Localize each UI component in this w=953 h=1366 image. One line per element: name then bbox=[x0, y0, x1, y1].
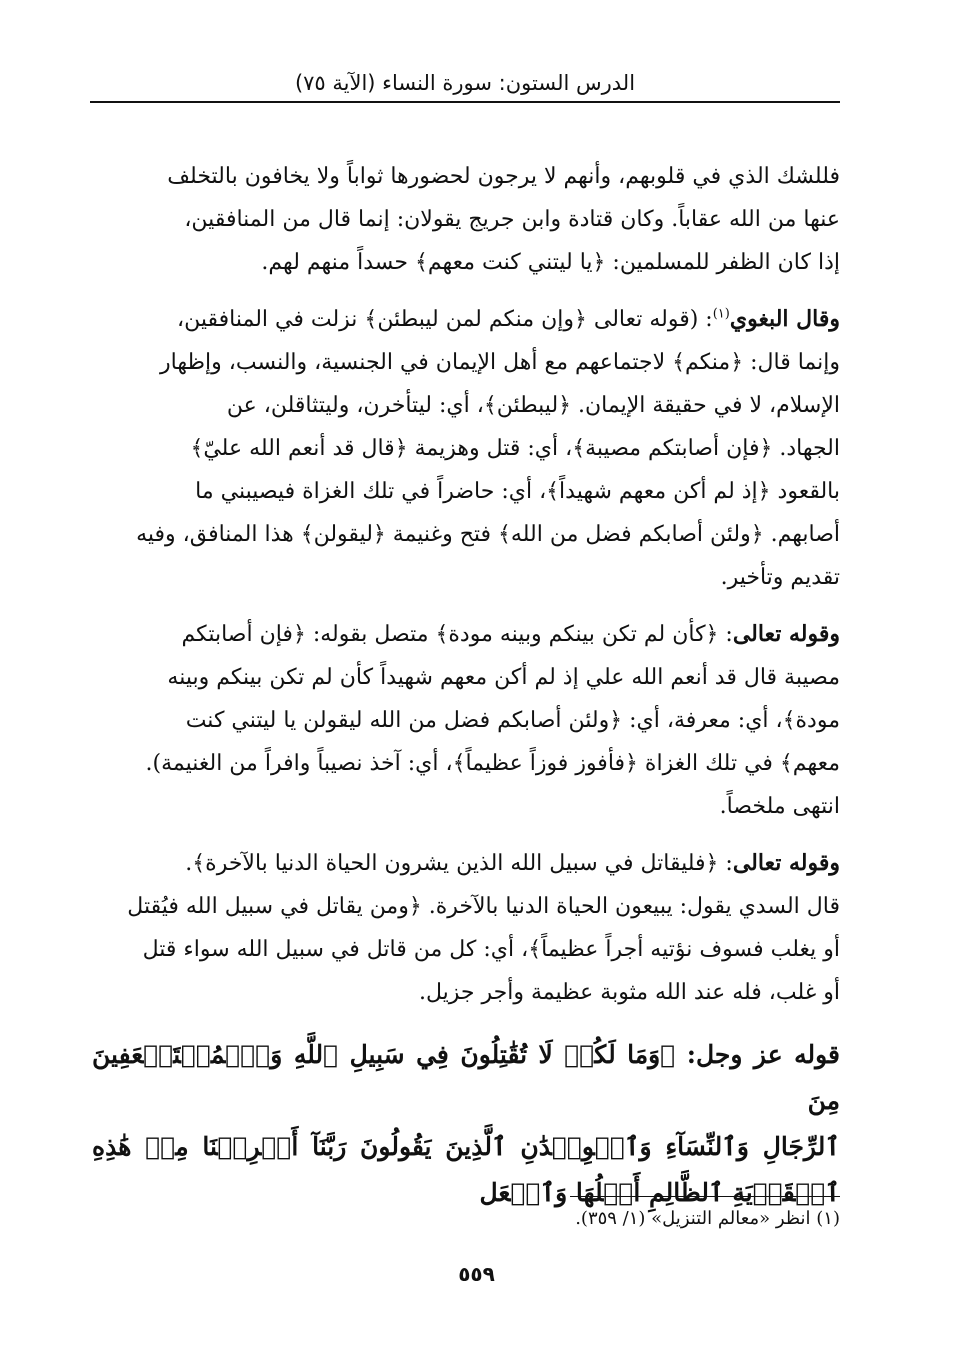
paragraph-text: : (قوله تعالى ﴿وإن منكم لمن ليبطئن﴾ نزلت في المنافقين، وإنما قال: ﴿منكم﴾ لاجتماعهم مع أهل الإيمان في الجنسية، والنسب، وإظهار الإسلام، لا في حقيقة الإيمان. ﴿ليبطئن﴾، أي: ليتأخرن، وليتثاقلن، عن الجهاد. ﴿فإن أصابتكم مصيبة﴾، أي: قتل وهزيمة ﴿قال قد أنعم الله عليّ﴾ بالقعود ﴿إذ لم أكن معهم شهيداً﴾، أي: حاضراً في تلك الغزاة فيصيبني ما أصابهم. ﴿ولئن أصابكم فضل من الله﴾ فتح وغنيمة ﴿ليقولن﴾ هذا المنافق، وفيه تقديم وتأخير. bbox=[136, 307, 840, 590]
footnote: (١) انظر «معالم التنزيل» (١/ ٣٥٩). bbox=[575, 1208, 840, 1229]
footnote-marker: (١) bbox=[712, 306, 730, 322]
header-divider bbox=[90, 101, 840, 103]
running-header: الدرس الستون: سورة النساء (الآية ٧٥) bbox=[294, 71, 636, 95]
paragraph-lead: وقال البغوي bbox=[729, 306, 840, 332]
paragraph-text: : ﴿فليقاتل في سبيل الله الذين يشرون الحياة الدنيا بالآخرة﴾. قال السدي يقول: يبيعون الحياة الدنيا بالآخرة. ﴿ومن يقاتل في سبيل الله فيُقتل أو يغلب فسوف نؤتيه أجراً عظيماً﴾، أي: كل من قاتل في سبيل الله سواء قتل أو غلب، فله عند الله مثوبة عظيمة وأجر جزيل. bbox=[127, 851, 840, 1005]
paragraph-4 bbox=[92, 842, 840, 1014]
page-number: ٥٥٩ bbox=[458, 1262, 495, 1286]
paragraph-text: : ﴿كأن لم تكن بينكم وبينه مودة﴾ متصل بقوله: ﴿فإن أصابتكم مصيبة قال قد أنعم الله علي إذ لم أكن معهم شهيداً كأن لم تكن بينكم وبينه مودة﴾، أي: معرفة، أي: ﴿ولئن أصابكم فضل من الله ليقولن يا ليتني كنت معهم﴾ في تلك الغزاة ﴿فأفوز فوزاً عظيماً﴾، أي: آخذ نصيباً وافراً من الغنيمة). انتهى ملخصاً. bbox=[145, 622, 840, 819]
footnote-divider bbox=[570, 1196, 840, 1197]
paragraph-text: فللشك الذي في قلوبهم، وأنهم لا يرجون لحضورها ثواباً ولا يخافون بالتخلف عنها من الله عقاباً. وكان قتادة وابن جريج يقولان: إنما قال من المنافقين، إذا كان الظفر للمسلمين: ﴿يا ليتني كنت معهم﴾ حسداً منهم لهم. bbox=[167, 164, 840, 275]
page-body bbox=[92, 112, 840, 1216]
paragraph-2 bbox=[92, 298, 840, 599]
paragraph-3 bbox=[92, 613, 840, 828]
paragraph-1 bbox=[92, 112, 840, 284]
verse-text: ﴿وَمَا لَكُمۡ لَا تُقَٰتِلُونَ فِي سَبِيلِ ٱللَّهِ وَٱلۡمُسۡتَضۡعَفِينَ مِنَ ٱلرِّجَالِ وَٱلنِّسَآءِ وَٱلۡوِلۡدَٰنِ ٱلَّذِينَ يَقُولُونَ رَبَّنَآ أَخۡرِجۡنَا مِنۡ هَٰذِهِ ٱلۡقَرۡيَةِ ٱلظَّالِمِ أَهۡلُهَا وَٱجۡعَل bbox=[92, 1040, 840, 1207]
verse-lead: قوله عز وجل: bbox=[675, 1040, 840, 1069]
paragraph-lead: وقوله تعالى bbox=[732, 850, 840, 876]
paragraph-lead: وقوله تعالى bbox=[732, 621, 840, 647]
quran-verse bbox=[92, 1032, 840, 1216]
